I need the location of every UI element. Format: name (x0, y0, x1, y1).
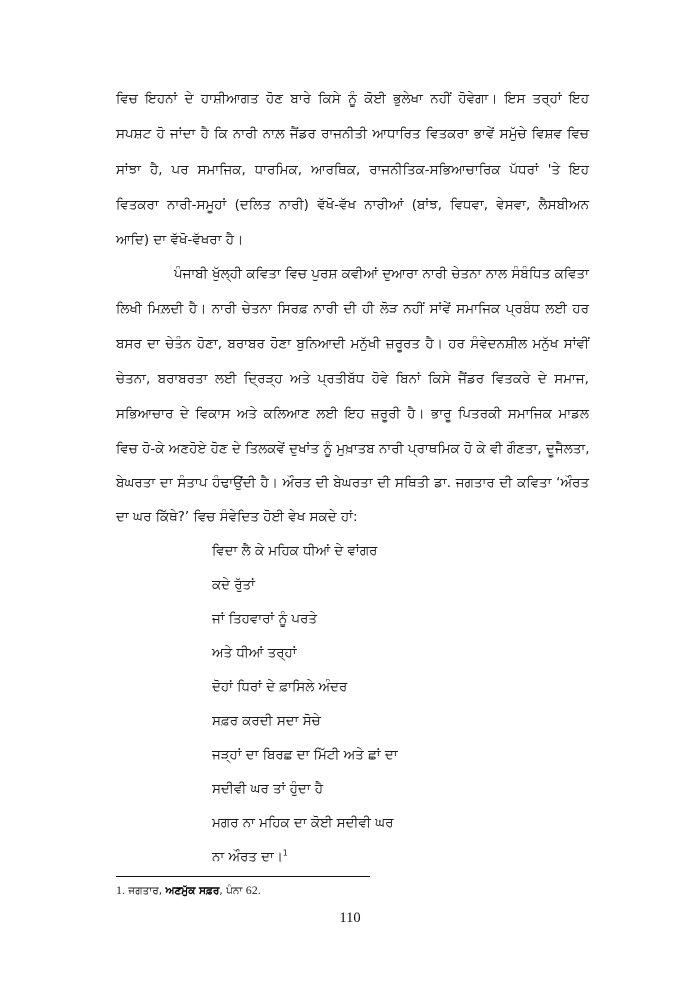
paragraph-line: ਵਿਤਕਰਾ ਨਾਰੀ-ਸਮੂਹਾਂ (ਦਲਿਤ ਨਾਰੀ) ਵੱਖੋ-ਵੱਖ ਨਾਰੀਆਂ (ਬਾਂਝ, ਵਿਧਵਾ, ਵੇਸਵਾ, ਲੈਸਬੀਅਨ (116, 198, 589, 213)
paragraph-line: ਬੇਘਰਤਾ ਦਾ ਸੰਤਾਪ ਹੰਢਾਉਂਦੀ ਹੈ। ਔਰਤ ਦੀ ਬੇਘਰਤਾ ਦੀ ਸਥਿਤੀ ਡਾ. ਜਗਤਾਰ ਦੀ ਕਵਿਤਾ ‘ਔਰਤ (116, 476, 589, 491)
footnote-author: ਜਗਤਾਰ, (128, 885, 163, 897)
poem-line: ਸਦੀਵੀ ਘਰ ਤਾਂ ਹੁੰਦਾ ਹੈ (212, 782, 324, 797)
paragraph-line: ਪੰਜਾਬੀ ਖੁੱਲ੍ਹੀ ਕਵਿਤਾ ਵਿਚ ਪੁਰਸ਼ ਕਵੀਆਂ ਦੁਆਰਾ ਨਾਰੀ ਚੇਤਨਾ ਨਾਲ ਸੰਬੰਧਿਤ ਕਵਿਤਾ (174, 267, 589, 282)
footnote-marker[interactable]: 1 (282, 848, 288, 858)
page-number: 110 (339, 910, 361, 926)
paragraph-line: ਸਭਿਆਚਾਰ ਦੇ ਵਿਕਾਸ ਅਤੇ ਕਲਿਆਣ ਲਈ ਇਹ ਜ਼ਰੂਰੀ ਹੈ। ਭਾਰੂ ਪਿਤਰਕੀ ਸਮਾਜਿਕ ਮਾਡਲ (116, 407, 589, 422)
paragraph-line: ਸਪਸ਼ਟ ਹੋ ਜਾਂਦਾ ਹੈ ਕਿ ਨਾਰੀ ਨਾਲ਼ ਜੈਂਡਰ ਰਾਜਨੀਤੀ ਆਧਾਰਿਤ ਵਿਤਕਰਾ ਭਾਵੇਂ ਸਮੁੱਚੇ ਵਿਸ਼ਵ ਵਿਚ (116, 127, 589, 142)
footnote-divider (116, 876, 370, 877)
poem-line: ਕਦੇ ਰੁੱਤਾਂ (212, 578, 255, 593)
footnote (116, 882, 261, 899)
poem-line: ਵਿਦਾ ਲੈ ਕੇ ਮਹਿਕ ਧੀਆਂ ਦੇ ਵਾਂਗਰ (212, 544, 378, 559)
paragraph-line: ਵਿਚ ਇਹਨਾਂ ਦੇ ਹਾਸ਼ੀਆਗਤ ਹੋਣ ਬਾਰੇ ਕਿਸੇ ਨੂੰ ਕੋਈ ਭੁਲੇਖਾ ਨਹੀਂ ਹੋਵੇਗਾ। ਇਸ ਤਰ੍ਹਾਂ ਇਹ (116, 92, 589, 107)
footnote-number: 1. (116, 883, 125, 897)
paragraph-line: ਲਿਖੀ ਮਿਲ਼ਦੀ ਹੈ। ਨਾਰੀ ਚੇਤਨਾ ਸਿਰਫ਼ ਨਾਰੀ ਦੀ ਹੀ ਲੋੜ ਨਹੀਂ ਸਾਂਵੇਂ ਸਮਾਜਿਕ ਪ੍ਰਬੰਧ ਲਈ ਹਰ (116, 302, 589, 317)
poem-line: ਅਤੇ ਧੀਆਂ ਤਰ੍ਹਾਂ (212, 646, 297, 661)
poem-line: ਜਾਂ ਤਿਹਵਾਰਾਂ ਨੂੰ ਪਰਤੇ (212, 612, 317, 627)
paragraph-line: ਆਦਿ) ਦਾ ਵੱਖੋ-ਵੱਖਰਾ ਹੈ। (116, 233, 244, 248)
paragraph-line: ਦਾ ਘਰ ਕਿੱਥੇ?’ ਵਿਚ ਸੰਵੇਦਿਤ ਹੋਈ ਵੇਖ ਸਕਦੇ ਹਾਂ: (116, 510, 358, 525)
paragraph-line: ਚੇਤਨਾ, ਬਰਾਬਰਤਾ ਲਈ ਦ੍ਰਿੜ੍ਹ ਅਤੇ ਪ੍ਰਤੀਬੱਧ ਹੋਵੇ ਬਿਨਾਂ ਕਿਸੇ ਜੈਂਡਰ ਵਿਤਕਰੇ ਦੇ ਸਮਾਜ, (116, 372, 589, 387)
poem-line: ਸਫ਼ਰ ਕਰਦੀ ਸਦਾ ਸੋਚੇ (212, 714, 321, 729)
poem-line: ਜੜ੍ਹਾਂ ਦਾ ਬਿਰਛ ਦਾ ਮਿੱਟੀ ਅਤੇ ਛਾਂ ਦਾ (212, 748, 398, 763)
poem-line: ਨਾ ਔਰਤ ਦਾ। (212, 850, 283, 865)
poem-last-line (212, 848, 288, 868)
paragraph-line: ਬਸਰ ਦਾ ਚੇਤੰਨ ਹੋਣਾ, ਬਰਾਬਰ ਹੋਣਾ ਬੁਨਿਆਦੀ ਮਨੁੱਖੀ ਜ਼ਰੂਰਤ ਹੈ। ਹਰ ਸੰਵੇਦਨਸ਼ੀਲ ਮਨੁੱਖ ਸਾਂਵੀਂ (116, 337, 589, 352)
paragraph-line: ਵਿਚ ਹੋ-ਕੇ ਅਣਹੋਏ ਹੋਣ ਦੇ ਤਿਲਕਵੇਂ ਦੁਖਾਂਤ ਨੂੰ ਮੁਖ਼ਾਤਬ ਨਾਰੀ ਪ੍ਰਾਥਮਿਕ ਹੋ ਕੇ ਵੀ ਗੌਣਤਾ, ਦੂਜੈਲਤਾ, (116, 442, 590, 457)
poem-line: ਦੋਹਾਂ ਧਿਰਾਂ ਦੇ ਫ਼ਾਸਿਲੇ ਅੰਦਰ (212, 680, 348, 695)
footnote-page-label: , ਪੰਨਾ (219, 885, 243, 897)
footnote-book-title: ਅਣਮੁੱਕ ਸਫ਼ਰ (165, 885, 220, 897)
footnote-page-value: 62. (245, 883, 261, 897)
poem-line: ਮਗਰ ਨਾ ਮਹਿਕ ਦਾ ਕੋਈ ਸਦੀਵੀ ਘਰ (212, 816, 394, 831)
paragraph-line: ਸਾਂਝਾ ਹੈ, ਪਰ ਸਮਾਜਿਕ, ਧਾਰਮਿਕ, ਆਰਥਿਕ, ਰਾਜਨੀਤਿਕ-ਸਭਿਆਚਾਰਿਕ ਪੱਧਰਾਂ 'ਤੇ ਇਹ (116, 163, 589, 178)
